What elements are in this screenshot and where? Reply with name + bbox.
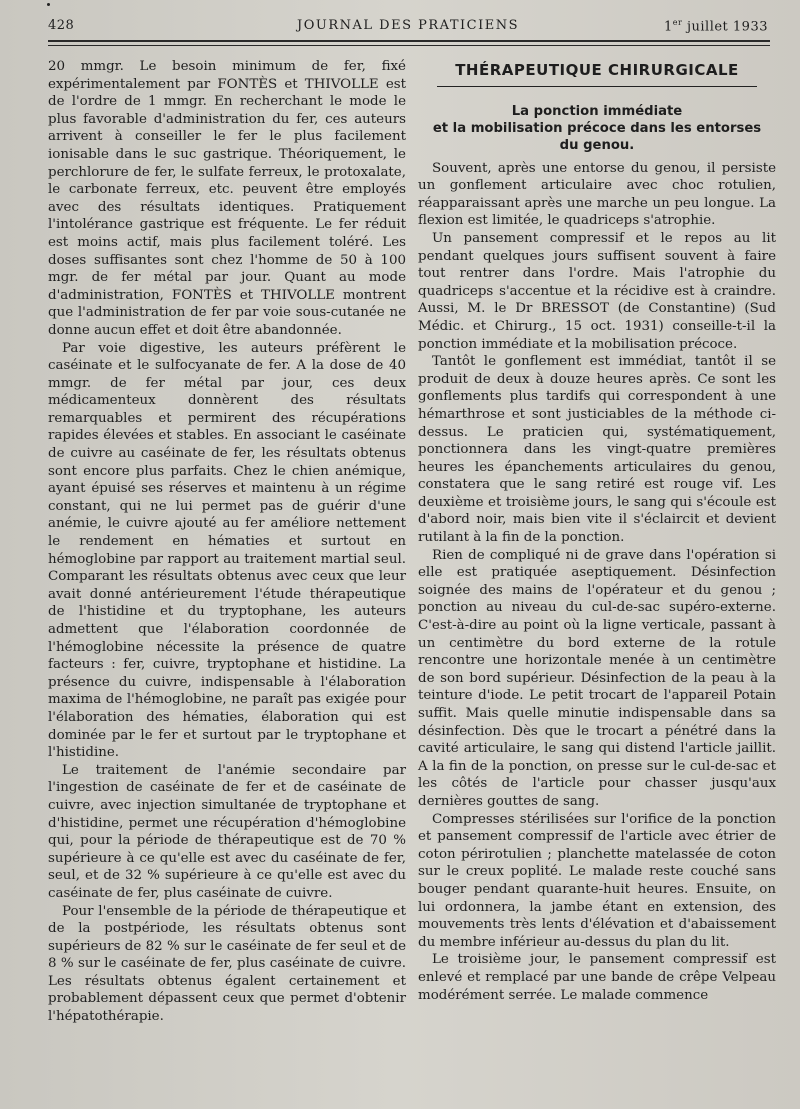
paragraph: 20 mmgr. Le besoin minimum de fer, fixé expérimentalement par FONTÈS et THIVOLLE est de l'ordre de 1 mmgr. En recherchant le mode le plus favorable d'administration du fer, ces auteurs arrivent à conseiller le fer le plus facilement ionisable dans le suc gastrique. Théoriquement, le perchlorure de fer, le sulfate ferreux, le protoxalate, le carbonate ferreux, etc. peuvent être employés avec des résultats identiques. Pratiquement l'intolérance gastrique est fréquente. Le fer réduit est moins actif, mais plus facilement toléré. Les doses suffisantes sont chez l'homme de 50 à 100 mgr. de fer métal par jour. Quant au mode d'administration, FONTÈS et THIVOLLE montrent que l'administration de fer par voie sous-cutanée ne donne aucun effet et doit être abandonnée. [48, 59, 406, 338]
paragraph: Le traitement de l'anémie secondaire par l'ingestion de caséinate de fer et de caséinate de cuivre, avec injection simultanée de tryptophane et d'histidine, permet une récupération d'hémoglobine qui, pour la période de thérapeutique est de 70 % supérieure à ce qu'elle est avec du caséinate de fer, seul, et de 32 % supérieure à ce qu'elle est avec du caséinate de fer, plus caséinate de cuivre. [48, 762, 406, 901]
article-title: La ponction immédiate et la mobilisation précoce dans les entorses du genou. [432, 103, 762, 153]
paragraph: Rien de compliqué ni de grave dans l'opération si elle est pratiquée aseptiquement. Désinfection soignée des mains de l'opérateur et du genou ; ponction au niveau du cul-de-sac supéro-externe. C'est-à-dire au point où la ligne verticale, passant à un centimètre du bord externe de la rotule rencontre une horizontale menée à un centimètre de son bord supérieur. Désinfection de la peau à la teinture d'iode. Le petit trocart de l'appareil Potain suffit. Mais quelle minutie indispensable dans sa désinfection. Dès que le trocart a pénétré dans la cavité articulaire, le sang qui distend l'article jaillit. A la fin de la ponction, on presse sur le cul-de-sac et les côtés de l'article pour chasser jusqu'aux dernières gouttes de sang. [418, 547, 776, 809]
header-rule [48, 40, 770, 46]
left-column [48, 58, 406, 1026]
running-header [48, 18, 768, 40]
journal-title: JOURNAL DES PRATICIENS [297, 18, 519, 33]
paragraph: Compresses stérilisées sur l'orifice de la ponction et pansement compressif de l'article avec étrier de coton périrotulien ; planchette matelassée de coton sur le creux poplité. Le malade reste couché sans bouger pendant quarante-huit heures. Ensuite, on lui ordonnera, la jambe étant en extension, des mouvements très lents d'élévation et d'abaissement du membre inférieur au-dessus du plan du lit. [418, 811, 776, 950]
section-rule [437, 86, 757, 87]
paragraph: Tantôt le gonflement est immédiat, tantôt il se produit de deux à douze heures après. Ce sont les gonflements plus tardifs qui correspondent à une hémarthrose et sont justiciables de la méthode ci-dessus. Le praticien qui, systématiquement, ponctionnera dans les vingt-quatre premières heures les épanchements articulaires du genou, constatera que le sang retiré est rouge vif. Les deuxième et troisième jours, le sang qui s'écoule est d'abord noir, mais bien vite il s'éclaircit et devient rutilant à la fin de la ponction. [418, 354, 776, 546]
paragraph: Par voie digestive, les auteurs préfèrent le caséinate et le sulfocyanate de fer. A la dose de 40 mmgr. de fer métal par jour, ces deux médicamenteux donnèrent des résultats remarquables et permirent des récupérations rapides élevées et stables. En associant le caséinate de cuivre au caséinate de fer, les résultats obtenus sont encore plus parfaits. Chez le chien anémique, ayant épuisé ses réserves et maintenu à un régime constant, qui ne lui permet pas de guérir d'une anémie, le cuivre ajouté au fer améliore nettement le rendement en hématies et surtout en hémoglobine par rapport au traitement martial seul. Comparant les résultats obtenus avec ceux que leur avait donné antérieurement l'étude thérapeutique de l'histidine et du tryptophane, les auteurs admettent que l'élaboration coordonnée de l'hémoglobine nécessite la présence de quatre facteurs : fer, cuivre, tryptophane et histidine. La présence du cuivre, indispensable à l'élaboration maxima de l'hémoglobine, ne paraît pas exigée pour l'élaboration des hématies, élaboration qui est dominée par le fer et surtout par le tryptophane et l'histidine. [48, 340, 406, 761]
paragraph: Souvent, après une entorse du genou, il persiste un gonflement articulaire avec choc rotulien, réapparaissant après une marche un peu longue. La flexion est limitée, le quadriceps s'atrophie. [418, 160, 776, 229]
issue-date: 1er juillet 1933 [664, 18, 768, 35]
section-title: THÉRAPEUTIQUE CHIRURGICALE [455, 61, 739, 79]
paragraph: Un pansement compressif et le repos au lit pendant quelques jours suffisent souvent à faire tout rentrer dans l'ordre. Mais l'atrophie du quadriceps s'accentue et la récidive est à craindre. Aussi, M. le Dr BRESSOT (de Constantine) (Sud Médic. et Chirurg., 15 oct. 1931) conseille-t-il la ponction immédiate et la mobilisation précoce. [418, 230, 776, 352]
page-number: 428 [48, 18, 75, 33]
paragraph: Le troisième jour, le pansement compressif est enlevé et remplacé par une bande de crêpe Velpeau modérément serrée. Le malade commence [418, 952, 776, 1003]
paragraph: Pour l'ensemble de la période de thérapeutique et de la postpériode, les résultats obtenus sont supérieurs de 82 % sur le caséinate de fer seul et de 8 % sur le caséinate de fer, plus caséinate de cuivre. Les résultats obtenus égalent certainement et probablement dépassent ceux que permet d'obtenir l'hépatothérapie. [48, 903, 406, 1025]
right-column [418, 58, 776, 1004]
page-mark [47, 3, 50, 6]
